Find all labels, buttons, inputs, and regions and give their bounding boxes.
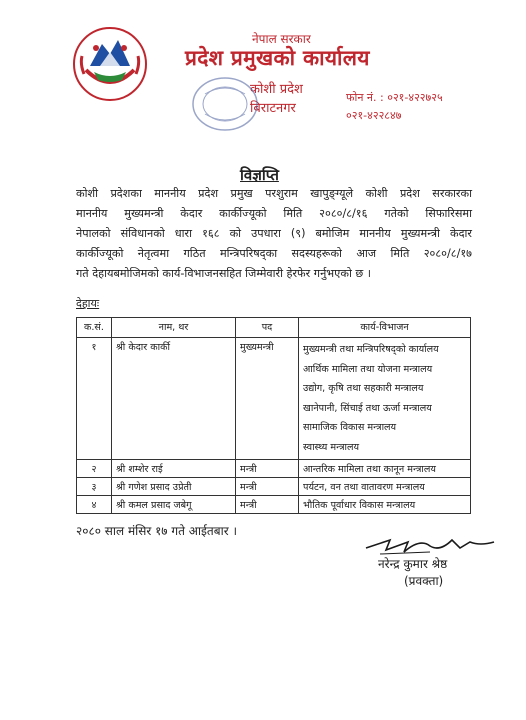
notice-line: माननीय मुख्यमन्त्री केदार कार्कीज्यूको मिति २०८०/८/१६ गतेको सिफारिसमा — [76, 207, 472, 220]
col-header-name: नाम, थर — [112, 318, 236, 338]
notice-body — [76, 184, 472, 284]
notice-line: गते देहायबमोजिमको कार्य-विभाजनसहित जिम्मेवारी हेरफेर गर्नुभएको छ । — [76, 267, 372, 280]
cell-responsibilities — [299, 338, 471, 460]
location-label: बिराटनगर — [250, 101, 296, 116]
province-label: कोशी प्रदेश — [250, 82, 303, 97]
phone-number-1: फोन नं. : ०२१-४२२७२५ — [346, 91, 443, 104]
office-title: प्रदेश प्रमुखको कार्यालय — [185, 46, 370, 70]
notice-title: विज्ञप्ति — [240, 166, 279, 184]
notice-line: नेपालको संविधानको धारा १६८ को उपधारा (९) बमोजिम माननीय मुख्यमन्त्री केदार — [76, 227, 472, 240]
phone-number-2: ०२१-४२२८४७ — [346, 109, 402, 122]
government-label: नेपाल सरकार — [252, 32, 311, 46]
responsibility-table — [76, 317, 471, 514]
cell-post: मुख्यमन्त्री — [236, 338, 299, 460]
responsibility-item: खानेपानी, सिंचाई तथा ऊर्जा मन्त्रालय — [303, 402, 432, 414]
cell-sn: १ — [77, 338, 112, 460]
col-header-post: पद — [236, 318, 299, 338]
col-header-sn: क.सं. — [77, 318, 112, 338]
cell-sn: ४ — [77, 496, 112, 514]
notice-line: कार्कीज्यूको नेतृत्वमा गठित मन्त्रिपरिषद्का सदस्यहरूको आज मिति २०८०/८/१७ — [76, 247, 472, 260]
cell-sn: २ — [77, 460, 112, 478]
cell-name: श्री केदार कार्की — [112, 338, 236, 460]
signer-name: नरेन्द्र कुमार श्रेष्ठ — [378, 557, 448, 571]
cell-post: मन्त्री — [236, 460, 299, 478]
table-row — [77, 496, 471, 514]
office-stamp — [190, 74, 260, 134]
cell-responsibilities — [299, 478, 471, 496]
cell-name: श्री गणेश प्रसाद उप्रेती — [112, 478, 236, 496]
handwritten-signature — [360, 530, 500, 558]
responsibility-item: स्वास्थ्य मन्त्रालय — [303, 441, 360, 453]
responsibility-item: भौतिक पूर्वाधार विकास मन्त्रालय — [303, 500, 416, 511]
table-row — [77, 338, 471, 460]
cell-name: श्री शम्शेर राई — [112, 460, 236, 478]
cell-post: मन्त्री — [236, 496, 299, 514]
responsibility-item: पर्यटन, वन तथा वातावरण मन्त्रालय — [303, 482, 425, 493]
responsibility-item: आन्तरिक मामिला तथा कानून मन्त्रालय — [303, 464, 436, 475]
dehay-label: देहायः — [76, 297, 100, 310]
col-header-responsibility: कार्य-विभाजन — [299, 318, 471, 338]
cell-responsibilities — [299, 460, 471, 478]
table-row — [77, 478, 471, 496]
responsibility-item: आर्थिक मामिला तथा योजना मन्त्रालय — [303, 363, 433, 375]
cell-name: श्री कमल प्रसाद जबेगू — [112, 496, 236, 514]
table-header-row — [77, 318, 471, 338]
signer-title: (प्रवक्ता) — [404, 574, 444, 588]
responsibility-item: उद्योग, कृषि तथा सहकारी मन्त्रालय — [303, 383, 424, 394]
cell-post: मन्त्री — [236, 478, 299, 496]
responsibility-item: मुख्यमन्त्री तथा मन्त्रिपरिषद्को कार्यालय — [303, 344, 439, 355]
cell-sn: ३ — [77, 478, 112, 496]
cell-responsibilities — [299, 496, 471, 514]
notice-line: कोशी प्रदेशका माननीय प्रदेश प्रमुख परशुराम खापुङ्ग्यूले कोशी प्रदेश सरकारका — [76, 187, 472, 200]
date-line: २०८० साल मंसिर १७ गते आईतबार । — [76, 524, 237, 538]
table-row — [77, 460, 471, 478]
nepal-emblem-icon — [72, 26, 148, 102]
responsibility-item: सामाजिक विकास मन्त्रालय — [303, 422, 397, 433]
